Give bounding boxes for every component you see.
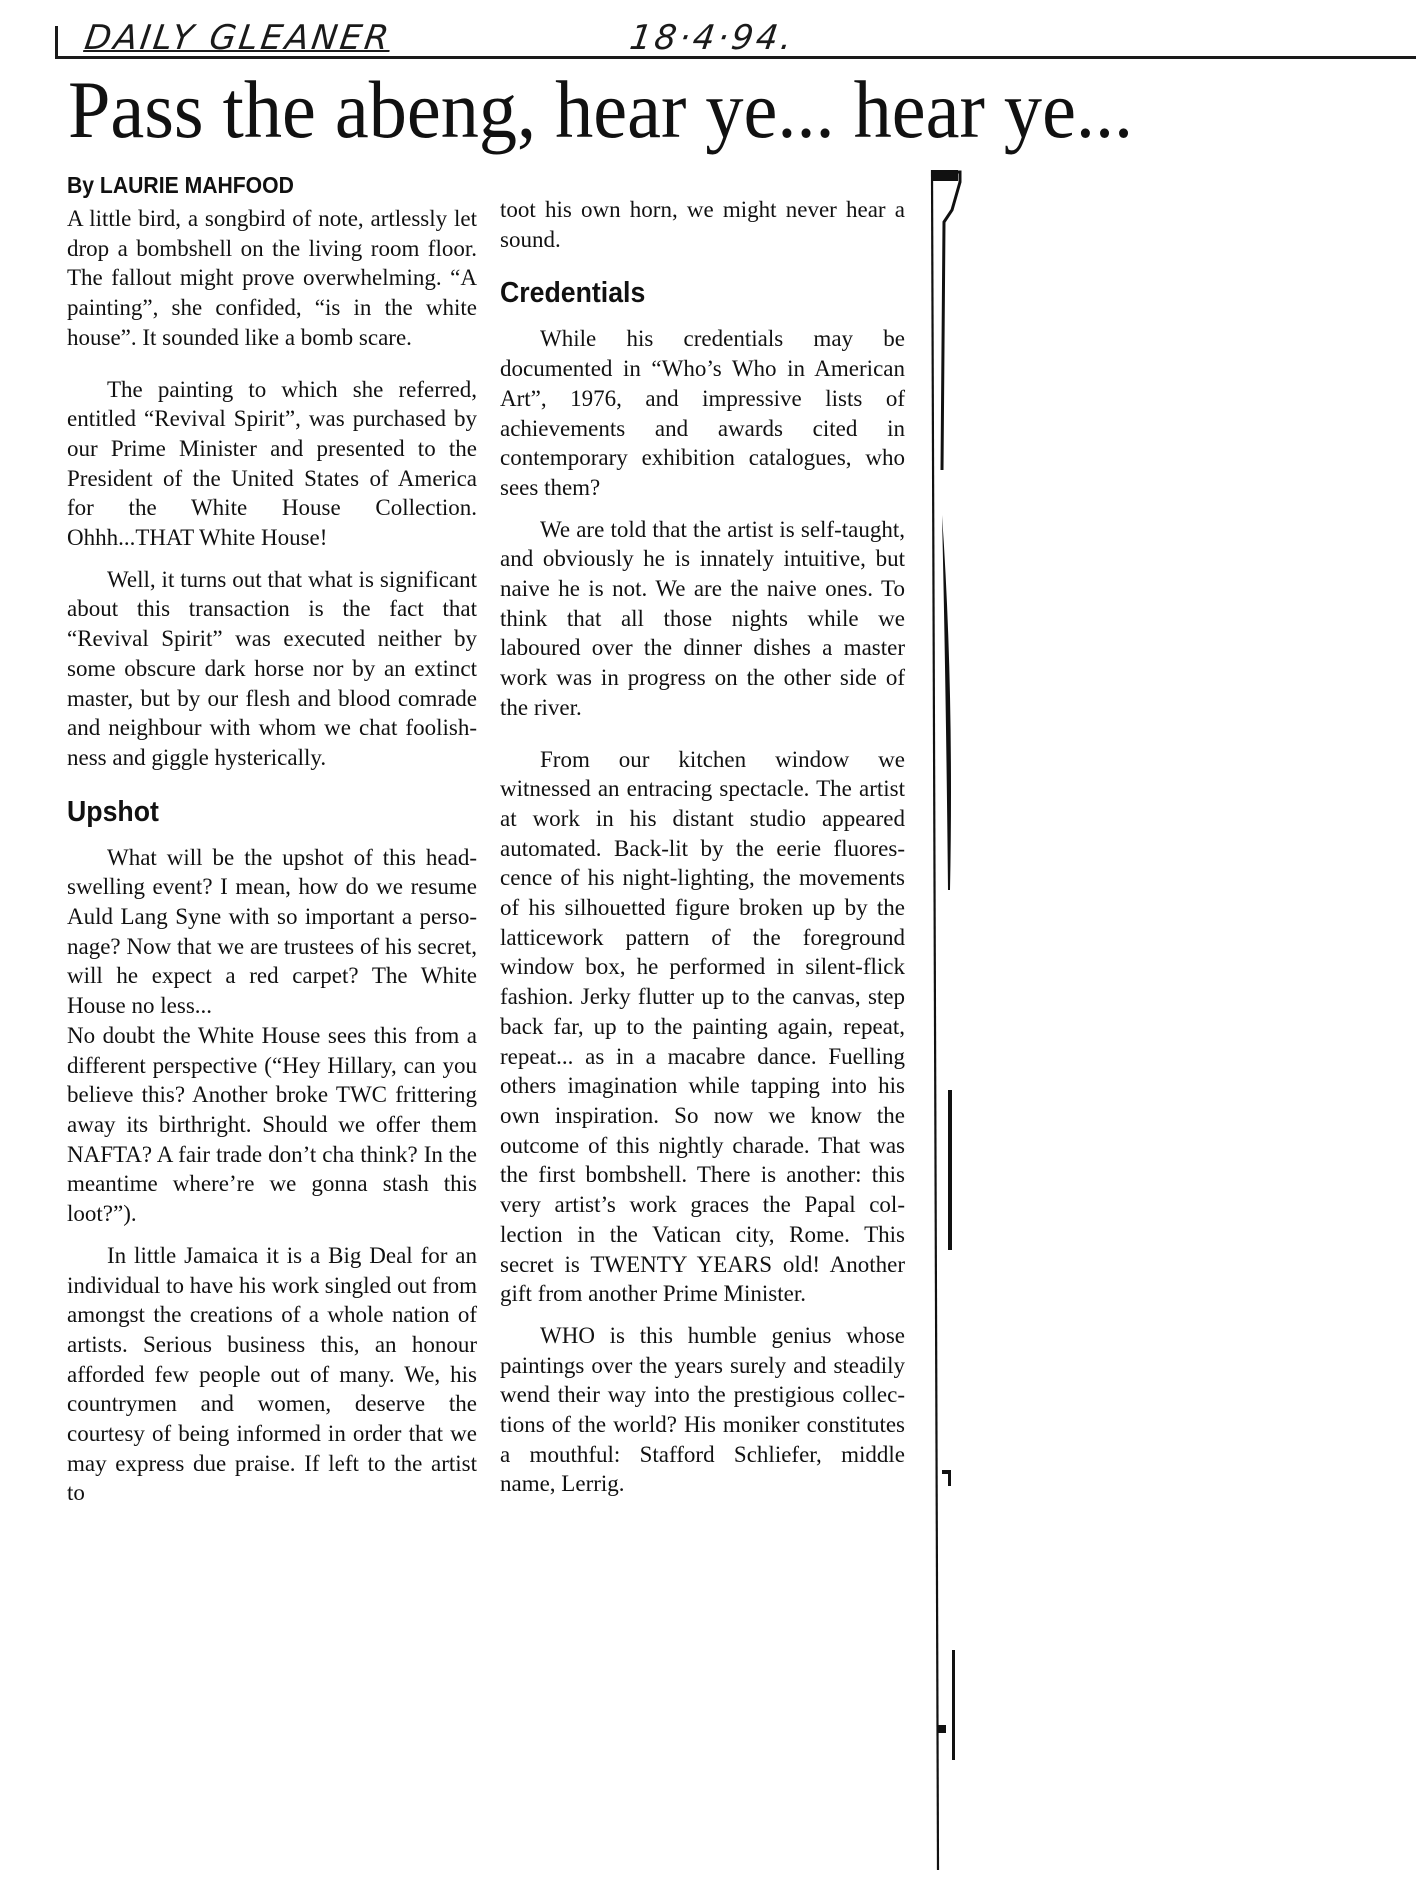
paragraph: WHO is this humble genius whose paintings over the years surely and steadily wend their way into the prestigious collections of the world? His moniker constitutes a mouthful: Stafford Schliefer, middle name, Lerrig.	[500, 1322, 905, 1497]
clipping-date: 18·4·94.	[627, 18, 798, 58]
paragraph: While his credentials may be documented in “Who’s Who in American Art”, 1976, and impressive lists of achievements and awards cited in contemporary exhibition catalogues, who sees them?	[500, 326, 905, 500]
clipping-edge-rule	[930, 170, 970, 1870]
paragraph-continuation: toot his own horn, we might never hear a sound.	[500, 197, 905, 252]
article-headline: Pass the abeng, hear ye... hear ye...	[68, 64, 1134, 155]
article-column-2	[500, 195, 905, 1511]
article-column-1	[67, 170, 477, 1520]
paragraph: Well, it turns out that what is significant about this transaction is the fact that “Revival Spirit” was executed neither by some obscure dark horse nor by an extinct master, but by our flesh and blood comrade and neighbour with whom we chat foolishness and giggle hysterically.	[67, 566, 477, 770]
paragraph: A little bird, a songbird of note, artlessly let drop a bombshell on the living room floor. The fallout might prove overwhelming. “A painting”, she confided, “is in the white house”. It sounded like a bomb scare.	[67, 206, 477, 350]
paragraph: From our kitchen window we witnessed an entracing spectacle. The artist at work in his distant studio appeared automated. Back-lit by the eerie fluorescence of his night-lighting, the movements of his silhouetted figure broken up by the latticework pattern of the foreground window box, he performed in silent-flick fashion. Jerky flutter up to the canvas, step back far, up to the painting again, repeat, repeat... as in a macabre dance. Fuelling others imagination while tapping into his own inspiration. So now we know the outcome of this nightly charade. That was the first bombshell. There is another: this very artist’s work graces the Papal collection in the Vatican city, Rome. This secret is TWENTY YEARS old! Another gift from another Prime Minister.	[500, 746, 905, 1307]
clipping-source-note	[55, 18, 1416, 59]
margin-tick-mark	[55, 26, 58, 58]
paragraph: No doubt the White House sees this from a different perspective (“Hey Hillary, can you believe this? Another broke TWC frittering away its birthright. Should we offer them NAFTA? A fair trade don’t cha think? In the meantime where’re we gonna stash this loot?”).	[67, 1022, 477, 1227]
paragraph: In little Jamaica it is a Big Deal for an individual to have his work singled out from amongst the creations of a whole nation of artists. Serious business this, an honour afforded few people out of many. We, his countrymen and women, deserve the courtesy of being informed in order that we may express due praise. If left to the artist to	[67, 1242, 477, 1506]
paragraph: We are told that the artist is self-taught, and obviously he is innately intuitive, but naive he is not. We are the naive ones. To think that all those nights while we laboured over the dinner dishes a master work was in progress on the other side of the river.	[500, 516, 905, 720]
newspaper-name: DAILY GLEANER	[82, 18, 395, 58]
paragraph: What will be the upshot of this head-swelling event? I mean, how do we resume Auld Lang Syne with so important a personage? Now that we are trustees of his secret, will he expect a red carpet? The White House no less...	[67, 844, 477, 1019]
subhead-upshot: Upshot	[67, 795, 159, 828]
byline: By LAURIE MAHFOOD	[67, 172, 294, 198]
paragraph: The painting to which she referred, entitled “Revival Spirit”, was purchased by our Prime Minister and presented to the President of the United States of America for the White House Collection. Ohhh...THAT White House!	[67, 376, 477, 551]
subhead-credentials: Credentials	[500, 277, 646, 310]
